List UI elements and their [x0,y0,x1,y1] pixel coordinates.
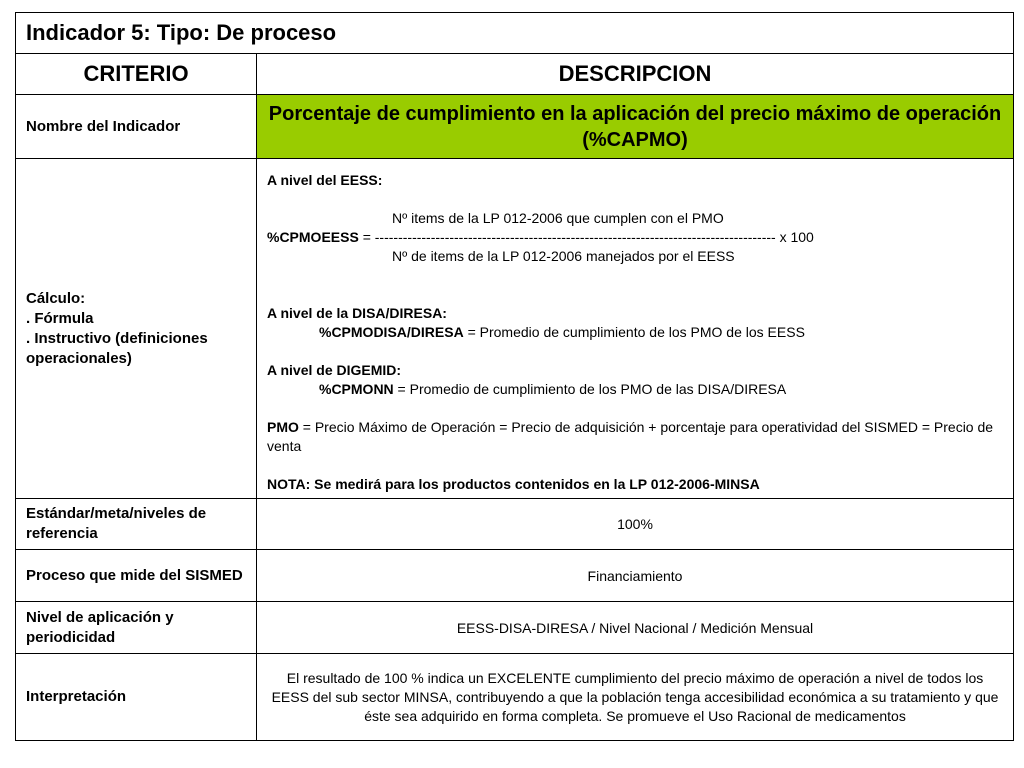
formula-numerator: Nº items de la LP 012-2006 que cumplen con el PMO [392,210,724,226]
calculo-label-line3: . Instructivo (definiciones operacionales) [26,329,208,367]
criterio-header: CRITERIO [16,54,257,95]
nombre-row [16,95,1014,159]
descripcion-header: DESCRIPCION [257,54,1014,95]
pmo-text: = Precio Máximo de Operación = Precio de adquisición + porcentaje para operatividad del SISMED = Precio de venta [267,419,994,454]
digemid-heading: A nivel de DIGEMID: [267,362,402,378]
indicator-table [15,12,1014,741]
formula-rule: = -------------------------------------------------------------------------------------- x 100 [358,229,814,245]
proceso-value: Financiamiento [257,550,1014,602]
pmo-definition [267,418,1003,456]
disa-heading: A nivel de la DISA/DIRESA: [267,305,447,321]
formula-line [267,228,1003,247]
disa-text: = Promedio de cumplimiento de los PMO de los EESS [463,324,805,340]
interpretacion-value: El resultado de 100 % indica un EXCELENTE cumplimiento del precio máximo de operación a nivel de todos los EESS del sub sector MINSA, contribuyendo a que la población tenga accesibilidad económica a su tratamiento y que éste sea adquirido en forma completa. Se promueve el Uso Racional de medicamentos [257,654,1014,741]
estandar-value: 100% [257,499,1014,550]
nivel-value: EESS-DISA-DIRESA / Nivel Nacional / Medición Mensual [257,602,1014,654]
estandar-row [16,499,1014,550]
estandar-label: Estándar/meta/niveles de referencia [16,499,257,550]
digemid-name: %CPMONN [319,381,394,397]
nivel-row [16,602,1014,654]
interpretacion-label: Interpretación [16,654,257,741]
proceso-label: Proceso que mide del SISMED [16,550,257,602]
proceso-row [16,550,1014,602]
digemid-formula [267,380,1003,399]
nota-text: NOTA: Se medirá para los productos contenidos en la LP 012-2006-MINSA [267,476,760,492]
calculo-label [16,159,257,499]
calculo-label-line1: Cálculo: [26,289,86,307]
formula-denominator: Nº de items de la LP 012-2006 manejados por el EESS [392,248,735,264]
digemid-text: = Promedio de cumplimiento de los PMO de las DISA/DIRESA [393,381,787,397]
header-row [16,54,1014,95]
nivel-label: Nivel de aplicación y periodicidad [16,602,257,654]
calculo-value [257,159,1014,499]
eess-heading: A nivel del EESS: [267,172,383,188]
nombre-label: Nombre del Indicador [16,95,257,159]
interpretacion-row [16,654,1014,741]
calculo-label-line2: . Fórmula [26,309,94,327]
calculo-row [16,159,1014,499]
title-row [16,13,1014,54]
pmo-abbr: PMO [267,419,299,435]
formula-name: %CPMOEESS [267,229,359,245]
nombre-value: Porcentaje de cumplimiento en la aplicación del precio máximo de operación (%CAPMO) [257,95,1014,159]
indicator-title: Indicador 5: Tipo: De proceso [16,13,1014,54]
disa-name: %CPMODISA/DIRESA [319,324,464,340]
disa-formula [267,323,1003,342]
